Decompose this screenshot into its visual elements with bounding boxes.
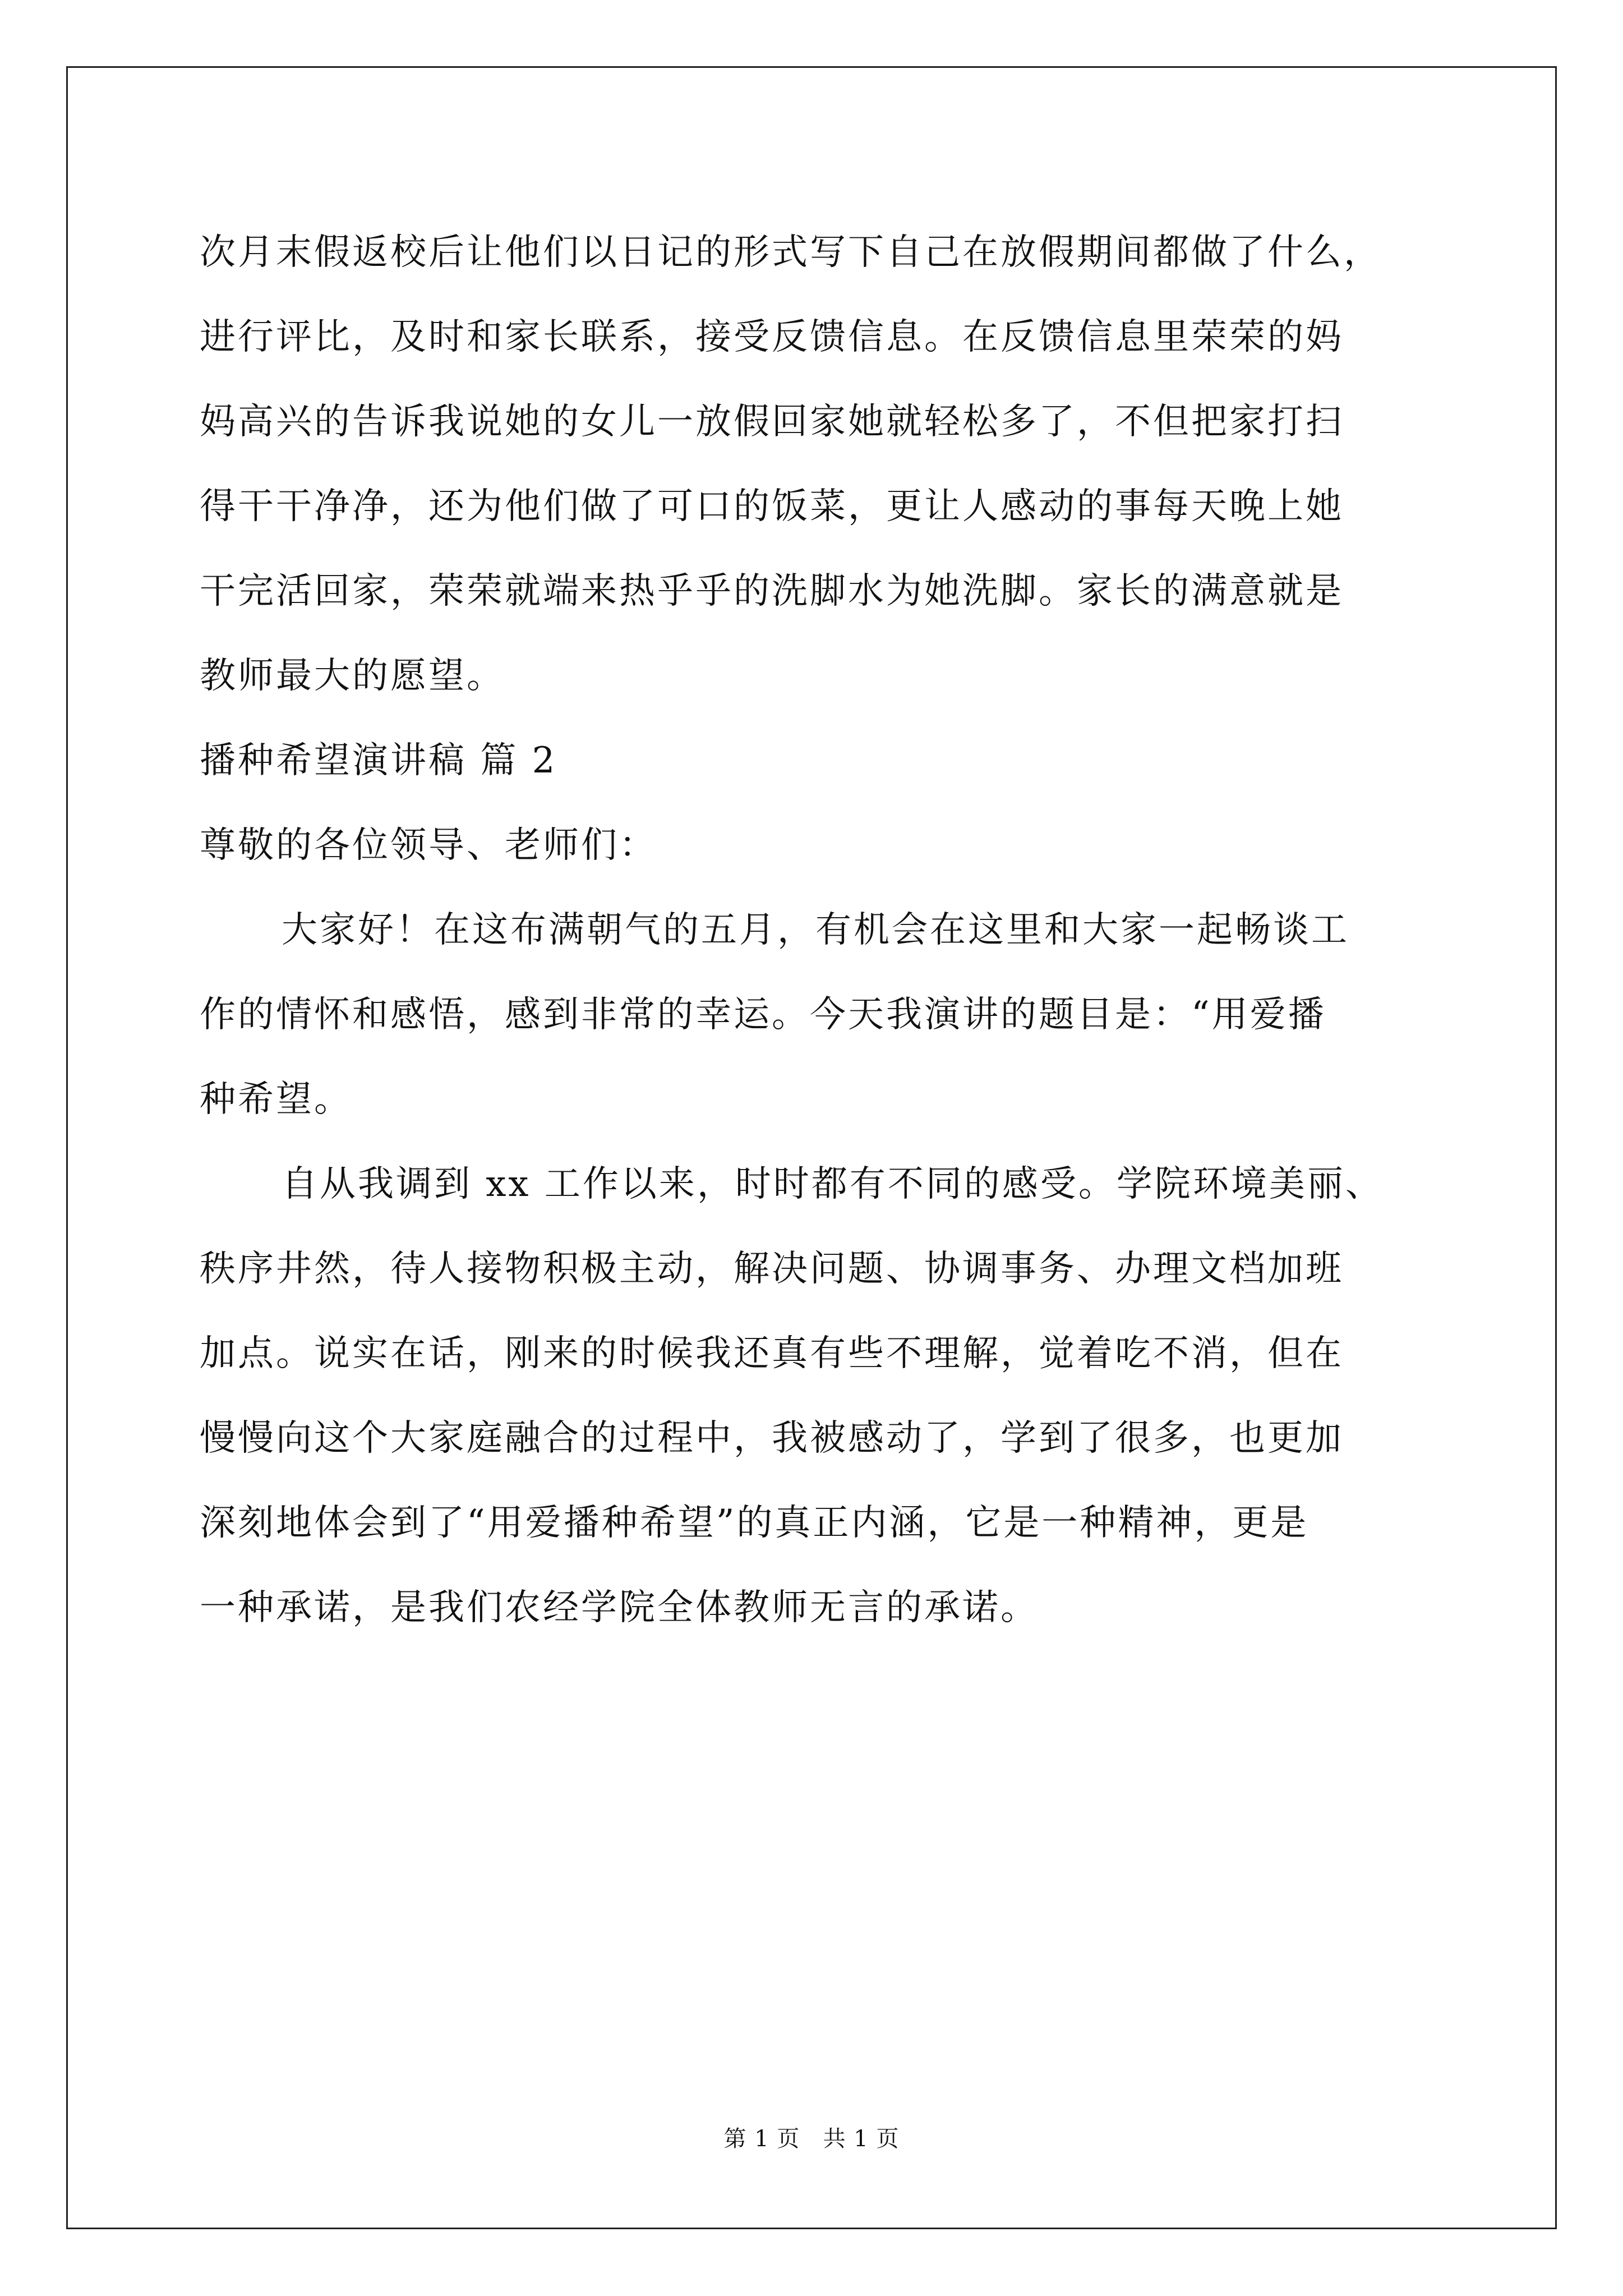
paragraph-line: 次月末假返校后让他们以日记的形式写下自己在放假期间都做了什么，: [200, 232, 1382, 273]
paragraph-line: 进行评比，及时和家长联系，接受反馈信息。在反馈信息里荣荣的妈: [200, 316, 1344, 358]
page-number: 第 1 页: [723, 2126, 800, 2152]
salutation: 尊敬的各位领导、老师们：: [200, 825, 657, 866]
page-footer: [0, 2125, 1623, 2153]
paragraph-line: 秩序井然，待人接物积极主动，解决问题、协调事务、办理文档加班: [200, 1248, 1344, 1290]
paragraph-line: 干完活回家，荣荣就端来热乎乎的洗脚水为她洗脚。家长的满意就是: [200, 570, 1344, 612]
paragraph-line: 加点。说实在话，刚来的时候我还真有些不理解，觉着吃不消，但在: [200, 1333, 1344, 1374]
paragraph-line: 妈高兴的告诉我说她的女儿一放假回家她就轻松多了，不但把家打扫: [200, 401, 1344, 443]
paragraph-line: 作的情怀和感悟，感到非常的幸运。今天我演讲的题目是：“用爱播: [200, 994, 1326, 1036]
paragraph-line: 慢慢向这个大家庭融合的过程中，我被感动了，学到了很多，也更加: [200, 1418, 1344, 1459]
paragraph-line: 一种承诺，是我们农经学院全体教师无言的承诺。: [200, 1587, 1039, 1628]
page-total: 共 1 页: [823, 2126, 900, 2152]
paragraph-line: 得干干净净，还为他们做了可口的饭菜，更让人感动的事每天晚上她: [200, 486, 1344, 527]
paragraph-line: 自从我调到 xx 工作以来，时时都有不同的感受。学院环境美丽、: [282, 1163, 1384, 1205]
paragraph-line: 大家好！在这布满朝气的五月，有机会在这里和大家一起畅谈工: [282, 909, 1349, 951]
paragraph-line: 种希望。: [200, 1079, 352, 1120]
paragraph-line: 深刻地体会到了“用爱播种希望”的真正内涵，它是一种精神，更是: [200, 1502, 1309, 1544]
section-heading: 播种希望演讲稿 篇 2: [200, 740, 557, 781]
paragraph-line: 教师最大的愿望。: [200, 655, 505, 697]
page-border: [66, 66, 1557, 2229]
